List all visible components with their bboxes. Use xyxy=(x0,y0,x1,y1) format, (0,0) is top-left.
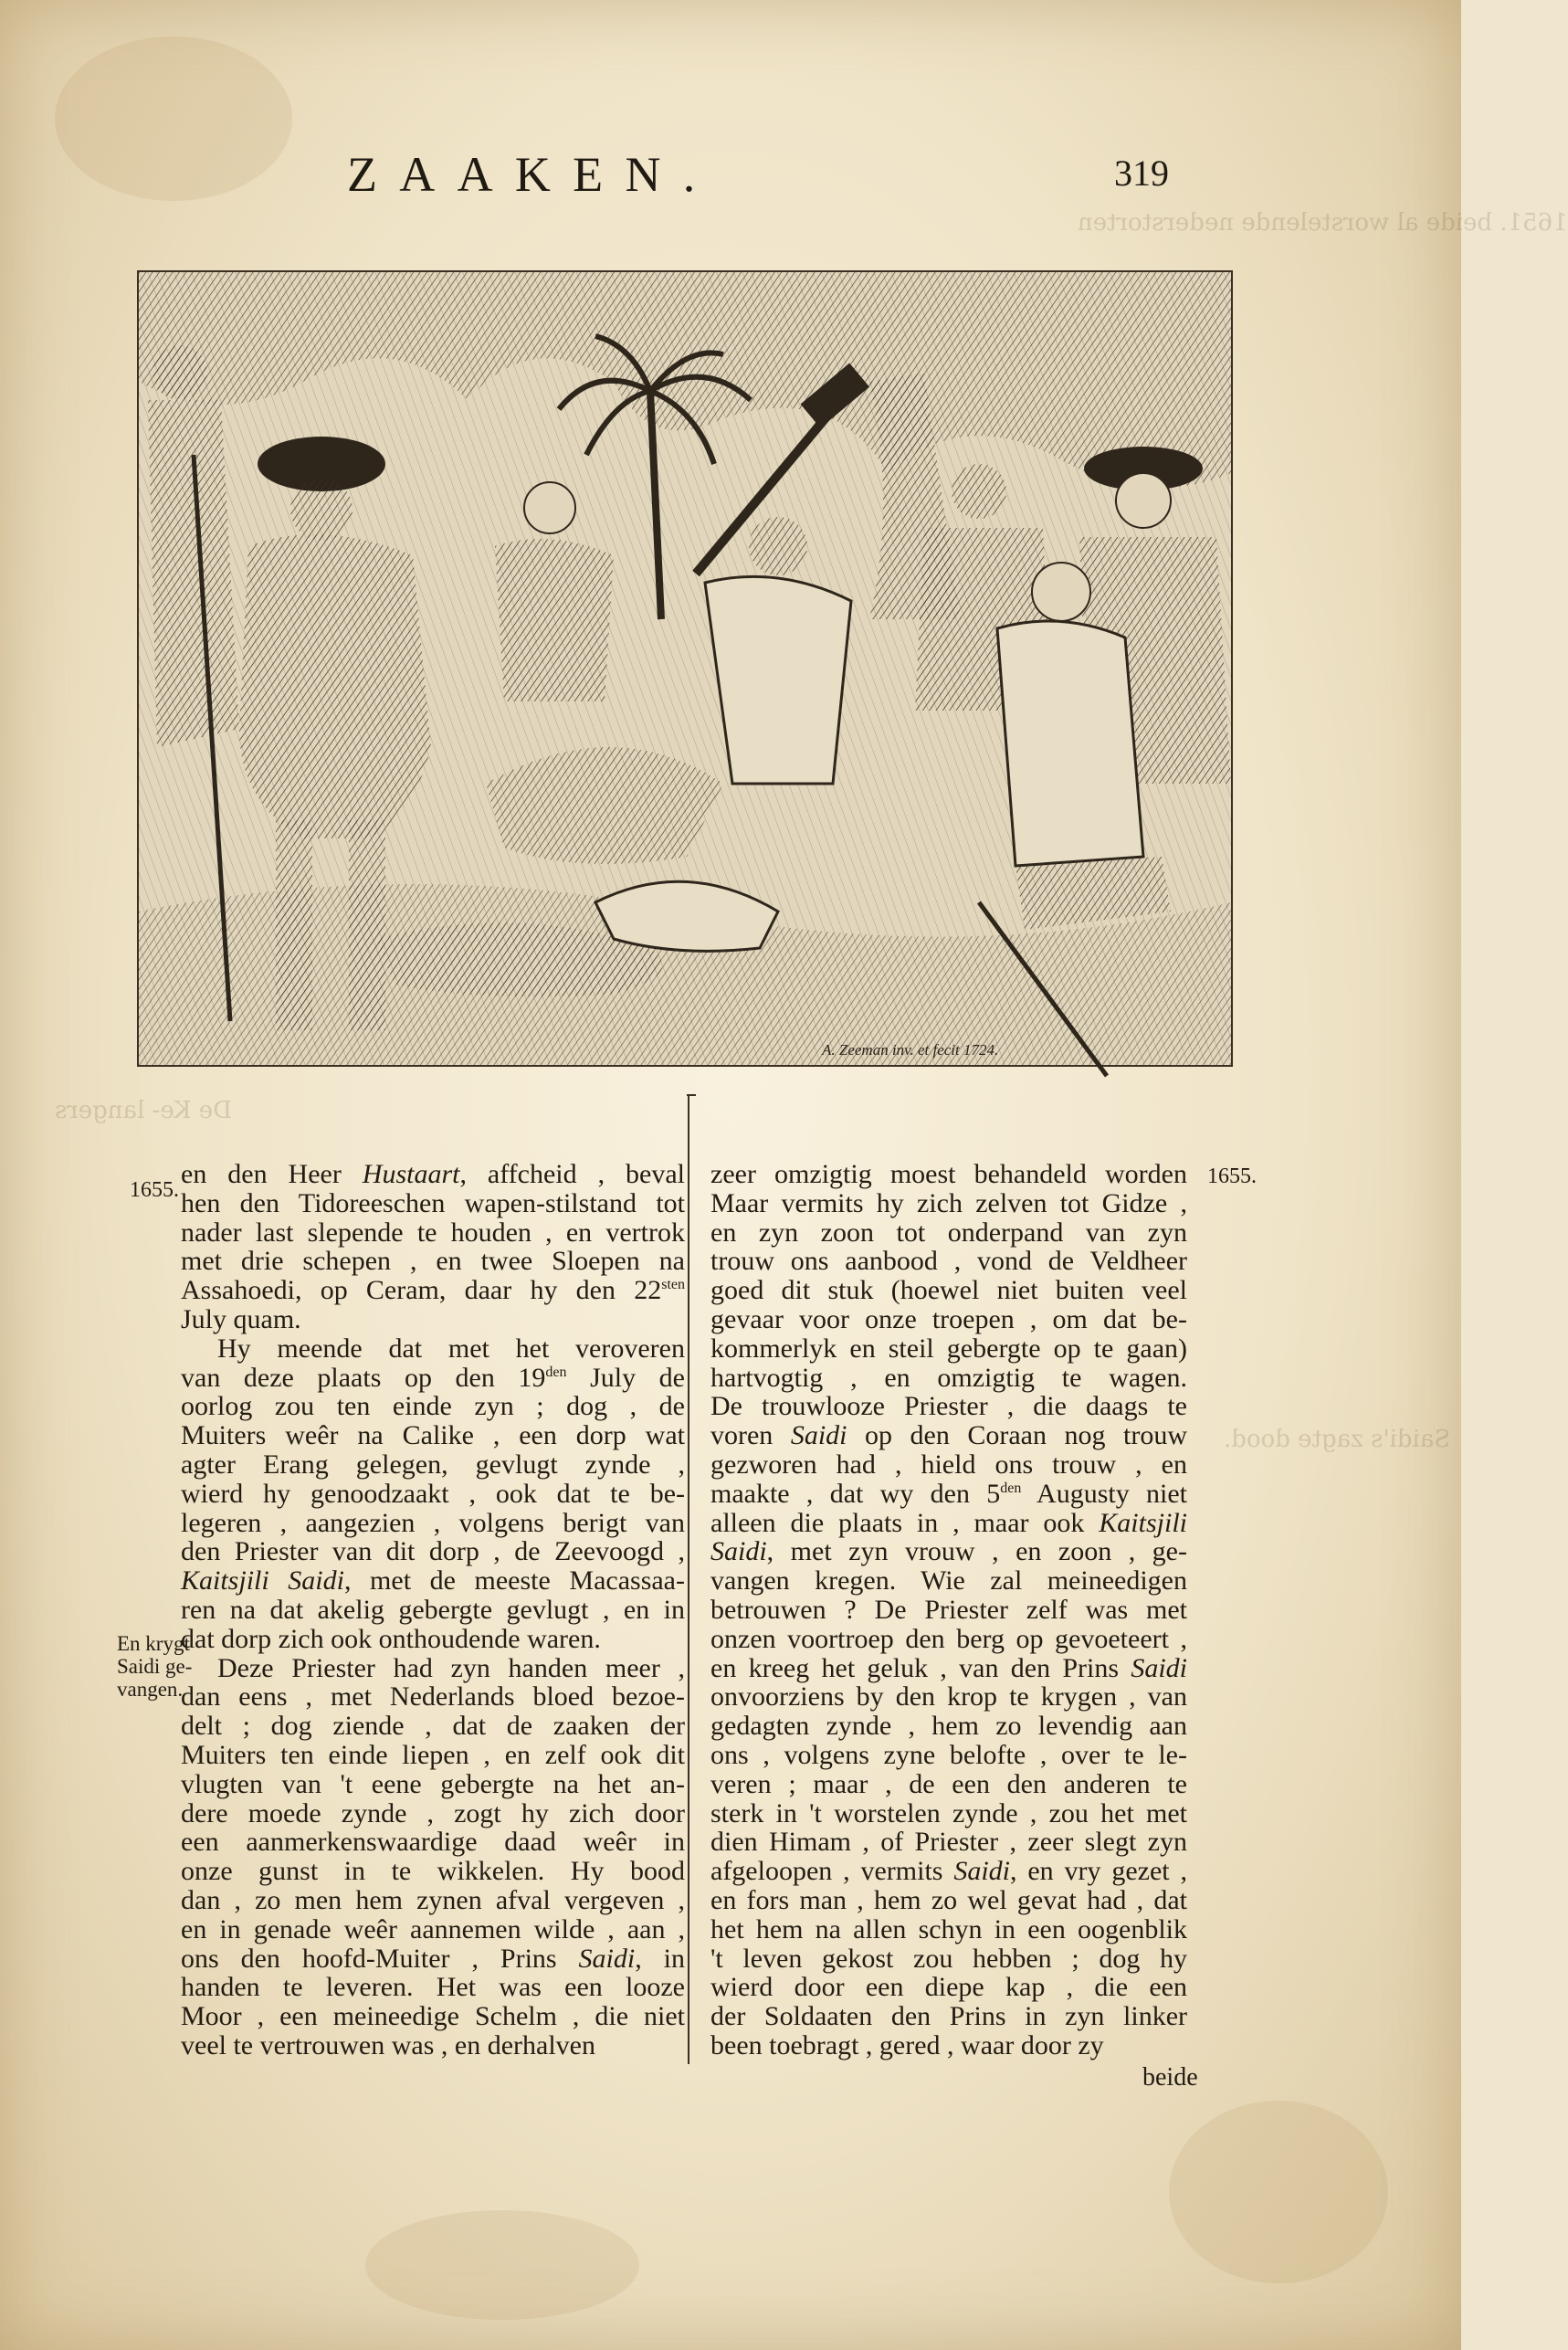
text-line xyxy=(181,1682,685,1712)
text-run: goed dit stuk (hoewel niet buiten veel xyxy=(710,1275,1187,1306)
text-run: en fors man , hem zo wel gevat had , dat xyxy=(710,1884,1187,1915)
ordinal-suffix: den xyxy=(1000,1480,1022,1496)
italic-name: Kaitsjili xyxy=(1099,1507,1187,1538)
italic-name: Saidi xyxy=(953,1856,1010,1887)
column-rule xyxy=(688,1096,689,2064)
text-run: Maar vermits hy zich zelven tot Gidze , xyxy=(710,1187,1187,1218)
text-line xyxy=(181,1480,685,1509)
text-run: dere moede zynde , zogt hy zich door xyxy=(181,1797,685,1828)
text-line xyxy=(181,1712,685,1741)
text-run: , in xyxy=(635,1943,685,1974)
text-run: betrouwen ? De Priester zelf was met xyxy=(710,1594,1187,1625)
text-run: oorlog zou ten einde zyn ; dog , de xyxy=(181,1391,685,1422)
text-run: onvoorziens by den krop te krygen , van xyxy=(710,1681,1187,1712)
text-line xyxy=(710,1450,1187,1480)
left-text-column xyxy=(181,1160,685,2060)
catchword: beide xyxy=(1142,2063,1198,2092)
text-line xyxy=(710,1334,1187,1364)
text-line xyxy=(710,1682,1187,1712)
text-run: been toebragt , gered , waar door zy xyxy=(710,2029,1104,2060)
text-run: dan eens , met Nederlands bloed bezoe- xyxy=(181,1681,685,1712)
text-run: veren ; maar , de een den anderen te xyxy=(710,1768,1187,1799)
text-run: vangen kregen. Wie zal meineedigen xyxy=(710,1565,1187,1597)
text-line xyxy=(710,1944,1187,1974)
text-line xyxy=(710,1799,1187,1828)
text-line xyxy=(710,1828,1187,1857)
text-line xyxy=(181,1596,685,1625)
text-line xyxy=(710,1741,1187,1770)
margin-note-line: vangen. xyxy=(117,1678,184,1701)
running-header xyxy=(347,146,1169,210)
text-run: dat dorp zich ook onthoudende waren. xyxy=(181,1623,601,1654)
column-rule-hook xyxy=(687,1094,696,1103)
text-run: van deze plaats op den 19 xyxy=(181,1362,546,1393)
text-run: ons den hoofd-Muiter , Prins xyxy=(181,1943,579,1974)
text-line xyxy=(181,1654,685,1683)
text-run: , affcheid , beval xyxy=(459,1159,686,1189)
text-line xyxy=(710,1480,1187,1509)
text-run: alleen die plaats in , maar ook xyxy=(710,1507,1100,1538)
text-run: hen den Tidoreeschen wapen-stilstand tot xyxy=(181,1187,685,1218)
text-run: vlugten van 't eene gebergte na het an- xyxy=(181,1768,685,1799)
italic-name: Saidi xyxy=(1131,1652,1187,1683)
text-line xyxy=(181,1450,685,1480)
text-line xyxy=(710,1364,1187,1393)
text-line xyxy=(710,1625,1187,1654)
text-run: Assahoedi, op Ceram, daar hy den 22 xyxy=(181,1275,662,1306)
text-line xyxy=(710,1247,1187,1276)
text-line xyxy=(181,1886,685,1915)
text-run: het hem na allen schyn in een oogenblik xyxy=(710,1913,1187,1944)
text-line xyxy=(181,1741,685,1770)
engraving-scene xyxy=(139,272,1231,1065)
text-run: der Soldaaten den Prins in zyn linker xyxy=(710,2001,1187,2032)
text-run: den Priester van dit dorp , de Zeevoogd , xyxy=(181,1536,685,1567)
text-line xyxy=(181,1421,685,1450)
text-line xyxy=(710,2002,1187,2031)
italic-name: Kaitsjili Saidi xyxy=(181,1565,344,1597)
text-run: en zyn zoon tot onderpand van zyn xyxy=(710,1217,1187,1248)
text-line xyxy=(181,1828,685,1857)
text-line xyxy=(181,1857,685,1886)
italic-name: Hustaart xyxy=(362,1159,460,1189)
text-line xyxy=(181,2002,685,2031)
text-line xyxy=(181,2031,685,2060)
text-line xyxy=(181,1392,685,1421)
text-line xyxy=(710,1537,1187,1566)
text-line xyxy=(181,1625,685,1654)
text-run: zeer omzigtig moest behandeld worden xyxy=(710,1159,1187,1189)
margin-year-right: 1655. xyxy=(1207,1164,1257,1188)
text-run: Deze Priester had zyn handen meer , xyxy=(217,1652,685,1683)
text-line xyxy=(710,1857,1187,1886)
text-run: , met de meeste Macassaa- xyxy=(343,1565,685,1597)
text-run: ren na dat akelig gebergte gevlugt , en in xyxy=(181,1594,685,1625)
text-line xyxy=(181,1915,685,1944)
text-run: 't leven gekost zou hebben ; dog hy xyxy=(710,1943,1187,1974)
text-line xyxy=(710,1509,1187,1538)
text-run: Moor , een meineedige Schelm , die niet xyxy=(181,2001,685,2032)
text-run: wierd hy genoodzaakt , ook dat te be- xyxy=(181,1478,685,1509)
text-run: met drie schepen , en twee Sloepen na xyxy=(181,1246,685,1277)
bleed-through-margin: De Ke- langers xyxy=(55,1097,233,1124)
text-line xyxy=(181,1566,685,1596)
engraver-signature: A. Zeeman inv. et fecit 1724. xyxy=(822,1041,999,1059)
text-run: op den Coraan nog trouw xyxy=(847,1420,1188,1451)
text-run: kommerlyk en steil gebergte op te gaan) xyxy=(710,1333,1187,1364)
text-run: een aanmerkenswaardige daad weêr in xyxy=(181,1827,685,1858)
text-run: , met zyn vrouw , en zoon , ge- xyxy=(766,1536,1187,1567)
text-run: Muiters ten einde liepen , en zelf ook dit xyxy=(181,1739,685,1770)
margin-note-line: En krygt xyxy=(117,1632,190,1655)
text-line xyxy=(181,1770,685,1799)
text-line xyxy=(710,1218,1187,1248)
text-line xyxy=(181,1189,685,1218)
text-run: Hy meende dat met het veroveren xyxy=(217,1333,685,1364)
text-line xyxy=(181,1944,685,1974)
text-line xyxy=(710,1596,1187,1625)
text-run: wierd door een diepe kap , die een xyxy=(710,1972,1187,2003)
text-run: onzen voortroep den berg op gevoeteert , xyxy=(710,1623,1187,1654)
text-line xyxy=(710,1421,1187,1450)
text-run: hartvogtig , en omzigtig te wagen. xyxy=(710,1362,1187,1393)
text-run: delt ; dog ziende , dat de zaaken der xyxy=(181,1711,685,1742)
text-line xyxy=(710,1886,1187,1915)
text-line xyxy=(181,1509,685,1538)
text-run: gevaar voor onze troepen , om dat be- xyxy=(710,1303,1187,1334)
text-line xyxy=(710,1305,1187,1334)
ordinal-suffix: den xyxy=(545,1364,567,1380)
italic-name: Saidi xyxy=(790,1420,847,1451)
text-run: handen te leveren. Het was een looze xyxy=(181,1972,685,2003)
right-text-column xyxy=(710,1160,1187,2060)
text-run: gezworen had , hield ons trouw , en xyxy=(710,1449,1187,1480)
text-run: dien Himam , of Priester , zeer slegt zyn xyxy=(710,1827,1187,1858)
italic-name: Saidi xyxy=(710,1536,767,1567)
text-run: sterk in 't worstelen zynde , zou het met xyxy=(710,1797,1187,1828)
text-line xyxy=(181,1247,685,1276)
text-line xyxy=(181,1334,685,1364)
text-run: voren xyxy=(710,1420,791,1451)
text-line xyxy=(710,1160,1187,1189)
text-run: onze gunst in te wikkelen. Hy bood xyxy=(181,1856,685,1887)
margin-year-left: 1655. xyxy=(130,1178,179,1202)
text-run: De trouwlooze Priester , die daags te xyxy=(710,1391,1187,1422)
text-line xyxy=(710,1276,1187,1305)
italic-name: Saidi xyxy=(578,1943,636,1974)
text-run: en kreeg het geluk , van den Prins xyxy=(710,1652,1131,1683)
text-run: legeren , aangezien , volgens berigt van xyxy=(181,1507,685,1538)
text-line xyxy=(181,1537,685,1566)
text-run: afgeloopen , vermits xyxy=(710,1856,954,1887)
text-run: dan , zo men hem zynen afval vergeven , xyxy=(181,1884,685,1915)
text-line xyxy=(710,1566,1187,1596)
text-line xyxy=(710,1915,1187,1944)
bleed-through-margin-right: Saidi's zagte dood. xyxy=(1224,1426,1451,1453)
text-run: July de xyxy=(566,1362,685,1393)
text-run: veel te vertrouwen was , en derhalven xyxy=(181,2029,595,2060)
page-title: ZAAKEN. xyxy=(347,147,718,202)
text-line xyxy=(710,1654,1187,1683)
engraving-illustration xyxy=(137,270,1233,1067)
text-line xyxy=(710,1712,1187,1741)
bleed-through-text: 1651. beide al worstelende nederstorten xyxy=(1078,209,1568,237)
text-line xyxy=(710,1973,1187,2002)
text-run: agter Erang gelegen, gevlugt zynde , xyxy=(181,1449,685,1480)
page-number: 319 xyxy=(1114,153,1169,194)
text-run: Muiters weêr na Calike , een dorp wat xyxy=(181,1420,685,1451)
text-run: gedagten zynde , hem zo levendig aan xyxy=(710,1711,1187,1742)
text-line xyxy=(181,1364,685,1393)
text-line xyxy=(710,1189,1187,1218)
text-run: July quam. xyxy=(181,1303,301,1334)
text-line xyxy=(181,1218,685,1248)
text-line xyxy=(181,1973,685,2002)
text-run: , en vry gezet , xyxy=(1010,1856,1187,1887)
text-run: Augusty niet xyxy=(1021,1478,1187,1509)
text-run: maakte , dat wy den 5 xyxy=(710,1478,1001,1509)
text-line xyxy=(181,1276,685,1305)
text-run: en den Heer xyxy=(181,1159,363,1189)
text-line xyxy=(710,2031,1187,2060)
text-run: ons , volgens zyne belofte , over te le- xyxy=(710,1739,1187,1770)
text-run: nader last slepende te houden , en vertrok xyxy=(181,1217,685,1248)
text-line xyxy=(181,1160,685,1189)
text-line xyxy=(181,1305,685,1334)
text-run: en in genade weêr aannemen wilde , aan , xyxy=(181,1913,685,1944)
text-line xyxy=(710,1770,1187,1799)
text-line xyxy=(181,1799,685,1828)
ordinal-suffix: sten xyxy=(661,1277,685,1293)
text-line xyxy=(710,1392,1187,1421)
margin-note-line: Saidi ge- xyxy=(117,1655,193,1678)
text-run: trouw ons aanbood , vond de Veldheer xyxy=(710,1246,1187,1277)
